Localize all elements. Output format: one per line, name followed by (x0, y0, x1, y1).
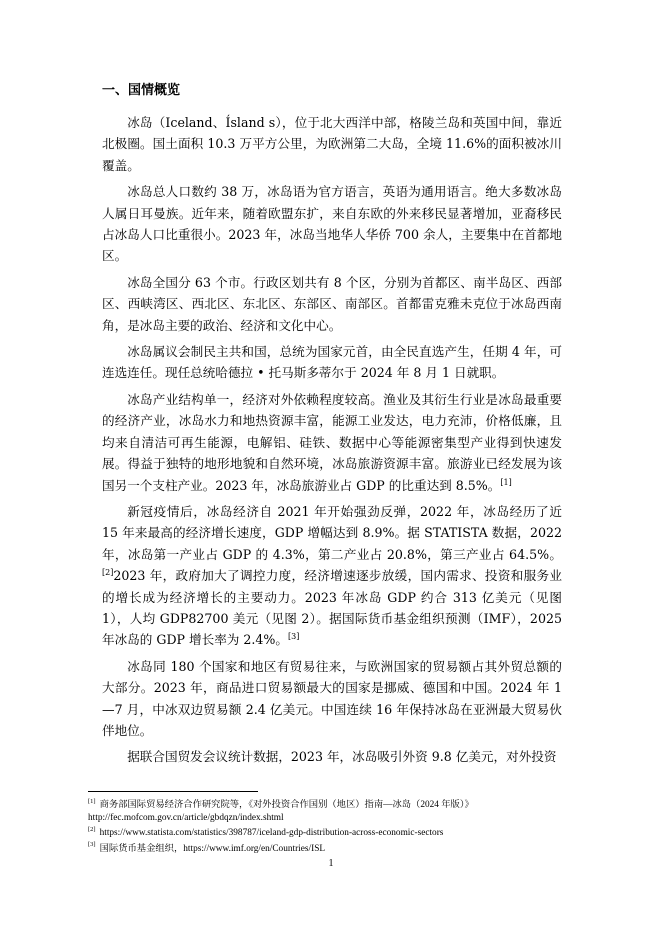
footnote-mark: [1] (88, 797, 96, 805)
paragraph (102, 389, 562, 496)
footnote-mark: [2] (88, 825, 96, 833)
paragraph-text: 据联合国贸发会议统计数据，2023 年，冰岛吸引外资 9.8 亿美元，对外投资 (127, 749, 557, 765)
paragraph (102, 746, 562, 767)
footnote-mark: [3] (88, 841, 96, 849)
footnote-ref[interactable]: [2] (102, 567, 114, 577)
footnote-text: 商务部国际贸易经济合作研究院等，《对外投资合作国别（地区）指南—冰岛（2024 年版）》 (99, 800, 474, 810)
footnotes (88, 799, 568, 858)
paragraph (102, 181, 562, 267)
paragraph-text: 冰岛总人口数约 38 万，冰岛语为官方语言，英语为通用语言。绝大多数冰岛人属日耳曼族。近年来，随着欧盟东扩，来自东欧的外来移民显著增加，亚裔移民占冰岛人口比重很小。2023 年，冰岛当地华人华侨 700 余人，主要集中在首都地区。 (102, 184, 562, 264)
body-text (102, 112, 562, 773)
paragraph-text: 冰岛（Iceland、Ísland s），位于北大西洋中部，格陵兰岛和英国中间，靠近北极圈。国土面积 10.3 万平方公里，为欧洲第二大岛，全境 11.6%的面积被冰川覆盖。 (102, 115, 562, 173)
footnote-ref[interactable]: [1] (500, 477, 512, 487)
paragraph-text: 冰岛同 180 个国家和地区有贸易往来，与欧洲国家的贸易额占其外贸总额的大部分。2023 年，商品进口贸易额最大的国家是挪威、德国和中国。2024 年 1—7 月，中冰双边贸易额 2.4 亿美元。中国连续 16 年保持冰岛在亚洲最大贸易伙伴地位。 (102, 658, 562, 738)
paragraph (102, 112, 562, 176)
paragraph-text: 冰岛属议会制民主共和国，总统为国家元首，由全民直选产生，任期 4 年，可连选连任。现任总统哈德拉 • 托马斯多蒂尔于 2024 年 8 月 1 日就职。 (102, 344, 562, 381)
paragraph-text: 2023 年，政府加大了调控力度，经济增速逐步放缓，国内需求、投资和服务业的增长成为经济增长的主要动力。2023 年冰岛 GDP 约合 313 亿美元（见图 1），人均 GDP82700 美元（见图 2）。据国际货币基金组织预测（IMF），2025 年冰岛的 GDP 增长率为 2.4%。 (102, 568, 562, 648)
footnote-ref[interactable]: [3] (287, 632, 300, 642)
paragraph-text: 冰岛产业结构单一，经济对外依赖程度较高。渔业及其衍生行业是冰岛最重要的经济产业，冰岛水力和地热资源丰富，能源工业发达，电力充沛，价格低廉，且均来自清洁可再生能源，电解铝、硅铁、数据中心等能源密集型产业得到快速发展。得益于独特的地形地貌和自然环境，冰岛旅游资源丰富。旅游业已经发展为该国另一个支柱产业。2023 年，冰岛旅游业占 GDP 的比重达到 8.5%。 (102, 391, 562, 493)
paragraph (102, 272, 562, 336)
paragraph (102, 341, 562, 384)
footnote (88, 843, 568, 856)
page-number: 1 (328, 858, 334, 869)
footnote-text: 国际货币基金组织，https://www.imf.org/en/Countries/ISL (99, 843, 326, 854)
paragraph (102, 656, 562, 742)
paragraph-text: 新冠疫情后，冰岛经济自 2021 年开始强劲反弹，2022 年，冰岛经历了近 15 年来最高的经济增长速度，GDP 增幅达到 8.9%。据 STATISTA 数据，2022 年，冰岛第一产业占 GDP 的 4.3%，第二产业占 20.8%，第三产业占 64.5%。 (102, 503, 562, 562)
footnote-divider (88, 791, 258, 792)
footnote-text[interactable]: https://www.statista.com/statistics/398787/iceland-gdp-distribution-across-economic-sectors (99, 828, 444, 838)
section-heading: 一、国情概览 (102, 83, 181, 98)
footnote (88, 827, 568, 840)
paragraph (102, 501, 562, 651)
paragraph-text: 冰岛全国分 63 个市。行政区划共有 8 个区，分别为首都区、南半岛区、西部区、西峡湾区、西北区、东北区、东部区、南部区。首都雷克雅未克位于冰岛西南角，是冰岛主要的政治、经济和文化中心。 (102, 274, 562, 333)
footnote-text[interactable]: http://fec.mofcom.gov.cn/article/gbdqzn/index.shtml (88, 812, 284, 823)
footnote (88, 799, 568, 824)
